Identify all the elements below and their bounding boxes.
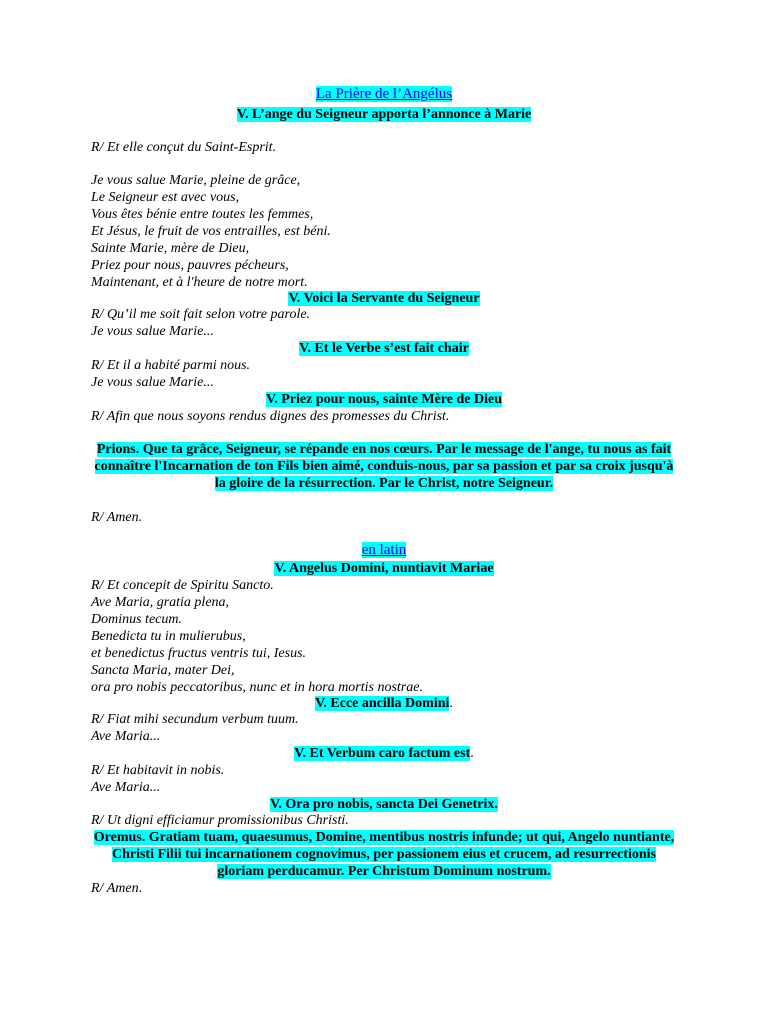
latin-versicle-2-text: V. Ecce ancilla Domini bbox=[315, 696, 450, 711]
latin-versicle-1-text: V. Angelus Domini, nuntiavit Mariae bbox=[274, 561, 494, 576]
ave-short-3: Je vous salue Marie... bbox=[91, 375, 214, 390]
latin-versicle-3-text: V. Et Verbum caro factum est bbox=[294, 746, 471, 761]
versicle-3 bbox=[0, 340, 768, 357]
versicle-3-text: V. Et le Verbe s’est fait chair bbox=[299, 341, 469, 356]
latin-versicle-3 bbox=[0, 745, 768, 762]
latin-line: et benedictus fructus ventris tui, Iesus. bbox=[91, 646, 307, 661]
latin-line: Ave Maria, gratia plena, bbox=[91, 595, 230, 610]
versicle-4 bbox=[0, 391, 768, 408]
latin-line: R/ Et concepit de Spiritu Sancto. bbox=[91, 578, 274, 593]
response-4: R/ Afin que nous soyons rendus dignes des promesses du Christ. bbox=[91, 409, 450, 424]
latin-versicle-2 bbox=[0, 695, 768, 712]
french-title-link[interactable] bbox=[0, 86, 768, 103]
latin-versicle-4-text: V. Ora pro nobis, sancta Dei Genetrix. bbox=[270, 797, 498, 812]
versicle-1 bbox=[0, 106, 768, 123]
ave-line: Le Seigneur est avec vous, bbox=[91, 190, 240, 205]
latin-line: ora pro nobis peccatoribus, nunc et in hora mortis nostrae. bbox=[91, 680, 423, 695]
ave-line: Et Jésus, le fruit de vos entrailles, est béni. bbox=[91, 224, 331, 239]
ave-line: Sainte Marie, mère de Dieu, bbox=[91, 241, 250, 256]
latin-title[interactable]: en latin bbox=[361, 542, 407, 558]
latin-ave-short-3: Ave Maria... bbox=[91, 780, 161, 795]
ave-line: Priez pour nous, pauvres pécheurs, bbox=[91, 258, 289, 273]
ave-line: Je vous salue Marie, pleine de grâce, bbox=[91, 173, 301, 188]
versicle-1-text: V. L’ange du Seigneur apporta l’annonce à Marie bbox=[236, 107, 532, 122]
latin-prayer bbox=[88, 829, 680, 880]
response-3: R/ Et il a habité parmi nous. bbox=[91, 358, 251, 373]
latin-amen-text: R/ Amen bbox=[91, 881, 139, 896]
latin-response-3: R/ Et habitavit in nobis. bbox=[91, 763, 225, 778]
french-amen: R/ Amen. bbox=[91, 510, 143, 525]
latin-title-link[interactable] bbox=[0, 542, 768, 559]
latin-ave-short-2: Ave Maria... bbox=[91, 729, 161, 744]
latin-versicle-1 bbox=[0, 560, 768, 577]
latin-ave-block bbox=[91, 577, 711, 696]
ave-line: Maintenant, et à l'heure de notre mort. bbox=[91, 275, 308, 290]
french-title[interactable]: La Prière de l’Angélus bbox=[315, 86, 453, 102]
response-1: R/ Et elle conçut du Saint-Esprit. bbox=[91, 140, 277, 155]
latin-versicle-3-period: . bbox=[470, 746, 474, 761]
ave-short-2: Je vous salue Marie... bbox=[91, 324, 214, 339]
versicle-2-text: V. Voici la Servante du Seigneur bbox=[288, 291, 480, 306]
french-prayer-text: Prions. Que ta grâce, Seigneur, se répande en nos cœurs. Par le message de l'ange, tu nous as fait connaître l'Incarnation de ton Fils bien aimé, conduis-nous, par sa passion et par sa croix jusqu'à la gloire de la résurrection. Par le Christ, notre Seigneur. bbox=[94, 442, 674, 491]
latin-line: Sancta Maria, mater Dei, bbox=[91, 663, 235, 678]
ave-maria-block bbox=[91, 172, 711, 291]
latin-line: Dominus tecum. bbox=[91, 612, 182, 627]
latin-response-2: R/ Fiat mihi secundum verbum tuum. bbox=[91, 712, 299, 727]
french-prayer bbox=[88, 441, 680, 492]
latin-prayer-text: Oremus. Gratiam tuam, quaesumus, Domine, mentibus nostris infunde; ut qui, Angelo nuntiante, Christi Filii tui incarnationem cognovimus, per passionem eius et crucem, ad resurrectionis gloriam perducamur. Per Christum Dominum nostrum. bbox=[93, 830, 675, 879]
ave-line: Vous êtes bénie entre toutes les femmes, bbox=[91, 207, 314, 222]
latin-versicle-4 bbox=[0, 796, 768, 813]
response-2: R/ Qu’il me soit fait selon votre parole. bbox=[91, 307, 311, 322]
versicle-2 bbox=[0, 290, 768, 307]
versicle-4-text: V. Priez pour nous, sainte Mère de Dieu bbox=[265, 392, 503, 407]
latin-versicle-2-period: . bbox=[449, 696, 453, 711]
latin-amen-period: . bbox=[138, 881, 143, 896]
latin-amen bbox=[91, 880, 711, 897]
latin-line: Benedicta tu in mulierubus, bbox=[91, 629, 246, 644]
latin-response-4: R/ Ut digni efficiamur promissionibus Christi. bbox=[91, 813, 349, 828]
